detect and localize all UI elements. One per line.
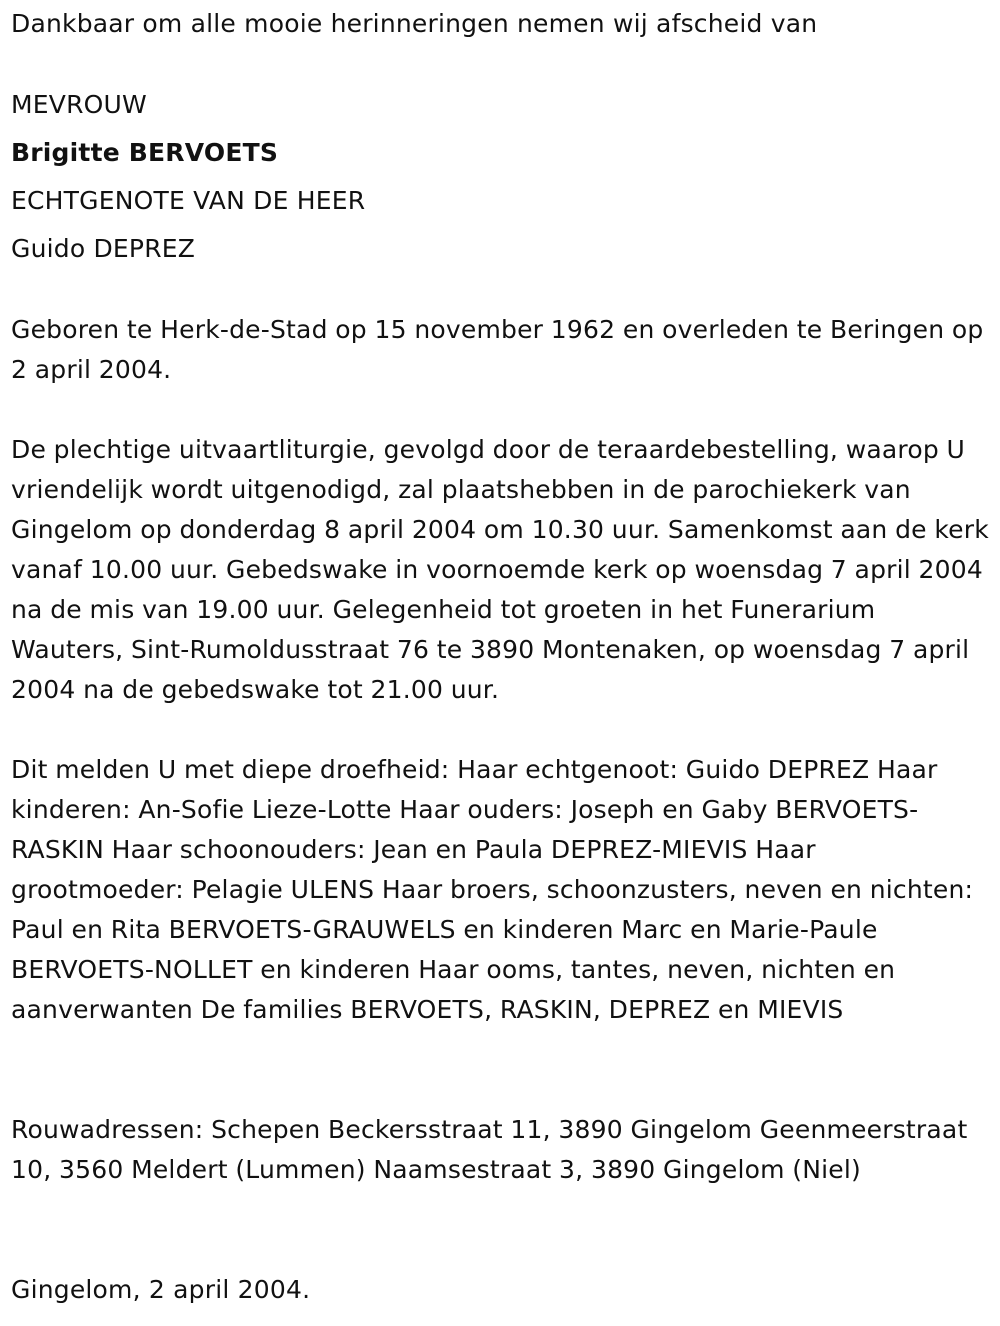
spouse-name: Guido DEPREZ bbox=[11, 234, 196, 263]
deceased-name: Brigitte BERVOETS bbox=[11, 138, 279, 167]
family-paragraph: Dit melden U met diepe droefheid: Haar echtgenoot: Guido DEPREZ Haar kinderen: An-Sofie Lieze-Lotte Haar ouders: Joseph en Gaby BERVOETS-RASKIN Haar schoonouders: Jean en Paula DEPREZ-MIEVIS Haar grootmoeder: Pelagie ULENS Haar broers, schoonzusters, neven en nichten: Paul en Rita BERVOETS-GRAUWELS en kinderen Marc en Marie-Paule BERVOETS-NOLLET en kinderen Haar ooms, tantes, neven, nichten en aanverwanten De families BERVOETS, RASKIN, DEPREZ en MIEVIS bbox=[11, 755, 974, 1024]
intro-line: Dankbaar om alle mooie herinneringen nemen wij afscheid van bbox=[11, 9, 818, 38]
spouse-label: ECHTGENOTE VAN DE HEER bbox=[11, 186, 366, 215]
ceremony-paragraph: De plechtige uitvaartliturgie, gevolgd door de teraardebestelling, waarop U vriendelijk wordt uitgenodigd, zal plaatshebben in de parochiekerk van Gingelom op donderdag 8 april 2004 om 10.30 uur. Samenkomst aan de kerk vanaf 10.00 uur. Gebedswake in voornoemde kerk op woensdag 7 april 2004 na de mis van 19.00 uur. Gelegenheid tot groeten in het Funerarium Wauters, Sint-Rumoldusstraat 76 te 3890 Montenaken, op woensdag 7 april 2004 na de gebedswake tot 21.00 uur. bbox=[11, 435, 989, 704]
birth-death-paragraph: Geboren te Herk-de-Stad op 15 november 1962 en overleden te Beringen op 2 april 2004. bbox=[11, 315, 984, 384]
title-line: MEVROUW bbox=[11, 90, 147, 119]
addresses-paragraph: Rouwadressen: Schepen Beckersstraat 11, 3890 Gingelom Geenmeerstraat 10, 3560 Meldert (Lummen) Naamsestraat 3, 3890 Gingelom (Niel) bbox=[11, 1115, 968, 1184]
closing-line: Gingelom, 2 april 2004. bbox=[11, 1275, 311, 1304]
